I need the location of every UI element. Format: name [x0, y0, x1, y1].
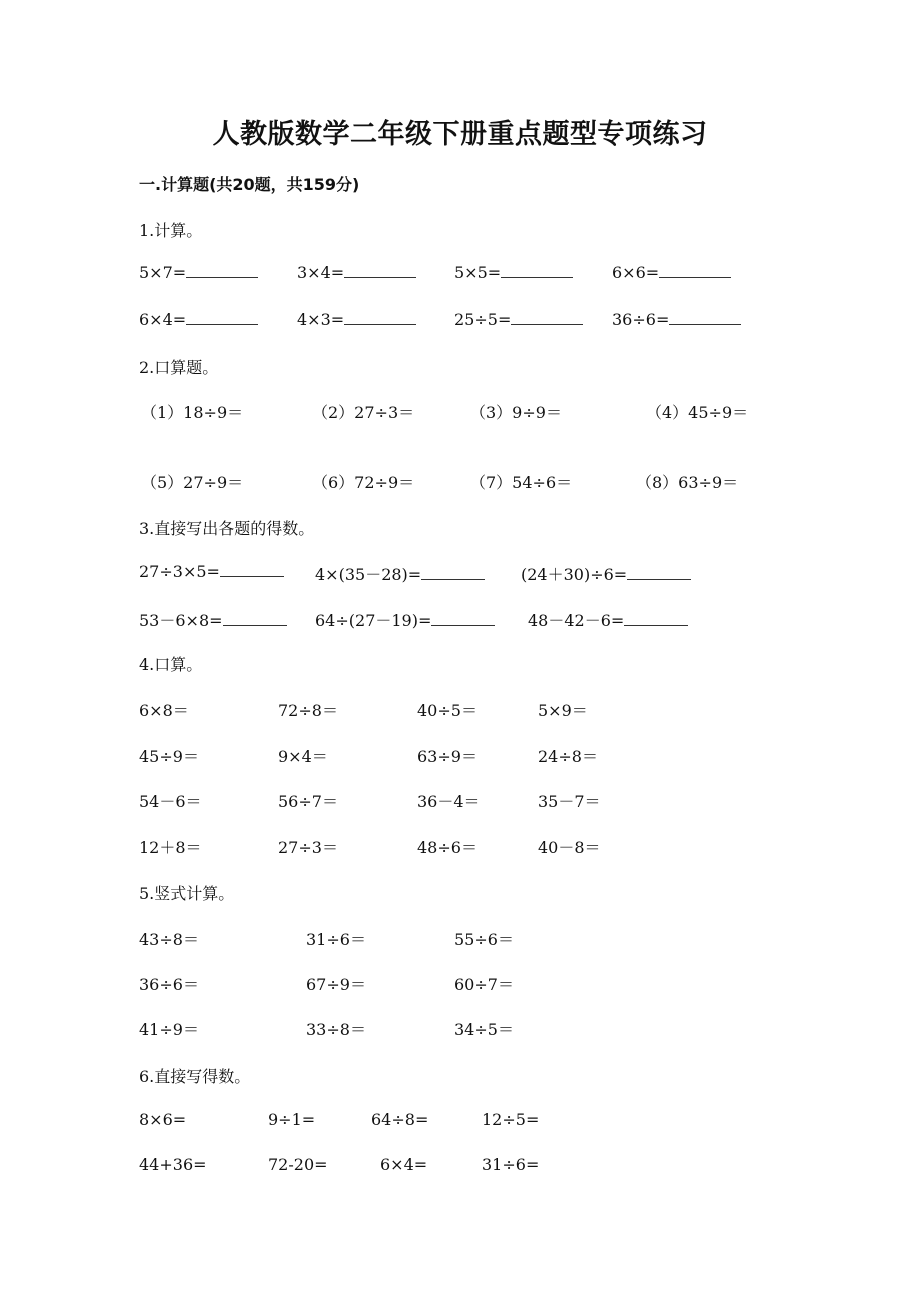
answer-blank[interactable]	[344, 323, 416, 325]
q2-item: （2）27÷3＝	[312, 403, 415, 422]
q6-item: 12÷5=	[482, 1110, 540, 1129]
q5-item: 55÷6＝	[454, 930, 514, 949]
q4-item: 6×8＝	[139, 701, 189, 720]
question-5-heading: 5.竖式计算。	[139, 884, 235, 903]
answer-blank[interactable]	[186, 276, 258, 278]
q4-item: 63÷9＝	[417, 747, 477, 766]
q4-item: 48÷6＝	[417, 838, 477, 857]
q5-item: 67÷9＝	[306, 975, 366, 994]
answer-blank[interactable]	[344, 276, 416, 278]
question-4-heading: 4.口算。	[139, 655, 203, 674]
answer-blank[interactable]	[431, 624, 495, 626]
section-heading: 一.计算题(共20题，共159分)	[139, 175, 360, 194]
q1-item: 5×5=	[454, 263, 573, 282]
q4-item: 5×9＝	[538, 701, 588, 720]
question-2-heading: 2.口算题。	[139, 358, 219, 377]
answer-blank[interactable]	[223, 624, 287, 626]
q5-item: 43÷8＝	[139, 930, 199, 949]
q2-item: （3）9÷9＝	[470, 403, 562, 422]
q4-item: 9×4＝	[278, 747, 328, 766]
q1-item: 6×6=	[612, 263, 731, 282]
q1-item: 5×7=	[139, 263, 258, 282]
q2-item: （5）27÷9＝	[141, 473, 244, 492]
q3-item: 27÷3×5=	[139, 562, 284, 581]
q5-item: 31÷6＝	[306, 930, 366, 949]
q1-item: 36÷6=	[612, 310, 741, 329]
q6-item: 9÷1=	[268, 1110, 316, 1129]
answer-blank[interactable]	[627, 578, 691, 580]
q4-item: 40－8＝	[538, 838, 601, 857]
q4-item: 40÷5＝	[417, 701, 477, 720]
answer-blank[interactable]	[501, 276, 573, 278]
q2-item: （4）45÷9＝	[646, 403, 749, 422]
q3-item: 4×(35－28)=	[315, 562, 485, 585]
q4-item: 35－7＝	[538, 792, 601, 811]
q3-item: 53－6×8=	[139, 608, 287, 631]
q2-item: （6）72÷9＝	[312, 473, 415, 492]
q6-item: 44+36=	[139, 1155, 207, 1174]
q1-item: 25÷5=	[454, 310, 583, 329]
q3-item: 48－42－6=	[528, 608, 688, 631]
q5-item: 60÷7＝	[454, 975, 514, 994]
answer-blank[interactable]	[624, 624, 688, 626]
answer-blank[interactable]	[220, 575, 284, 577]
q6-item: 64÷8=	[371, 1110, 429, 1129]
q4-item: 56÷7＝	[278, 792, 338, 811]
q1-item: 6×4=	[139, 310, 258, 329]
answer-blank[interactable]	[421, 578, 485, 580]
q4-item: 24÷8＝	[538, 747, 598, 766]
page-title: 人教版数学二年级下册重点题型专项练习	[212, 119, 708, 150]
answer-blank[interactable]	[659, 276, 731, 278]
q5-item: 41÷9＝	[139, 1020, 199, 1039]
q4-item: 54－6＝	[139, 792, 202, 811]
q5-item: 33÷8＝	[306, 1020, 366, 1039]
question-1-heading: 1.计算。	[139, 221, 203, 240]
q1-item: 3×4=	[297, 263, 416, 282]
q5-item: 36÷6＝	[139, 975, 199, 994]
q5-item: 34÷5＝	[454, 1020, 514, 1039]
question-6-heading: 6.直接写得数。	[139, 1067, 251, 1086]
q2-item: （1）18÷9＝	[141, 403, 244, 422]
q3-item: (24＋30)÷6=	[521, 562, 691, 585]
answer-blank[interactable]	[511, 323, 583, 325]
q2-item: （8）63÷9＝	[636, 473, 739, 492]
q2-item: （7）54÷6＝	[470, 473, 573, 492]
q4-item: 72÷8＝	[278, 701, 338, 720]
q6-item: 8×6=	[139, 1110, 187, 1129]
q4-item: 45÷9＝	[139, 747, 199, 766]
q3-item: 64÷(27－19)=	[315, 608, 495, 631]
q4-item: 27÷3＝	[278, 838, 338, 857]
answer-blank[interactable]	[186, 323, 258, 325]
question-3-heading: 3.直接写出各题的得数。	[139, 519, 315, 538]
q1-item: 4×3=	[297, 310, 416, 329]
q6-item: 72-20=	[268, 1155, 328, 1174]
q4-item: 36－4＝	[417, 792, 480, 811]
q6-item: 31÷6=	[482, 1155, 540, 1174]
q4-item: 12＋8＝	[139, 838, 202, 857]
answer-blank[interactable]	[669, 323, 741, 325]
q6-item: 6×4=	[380, 1155, 428, 1174]
